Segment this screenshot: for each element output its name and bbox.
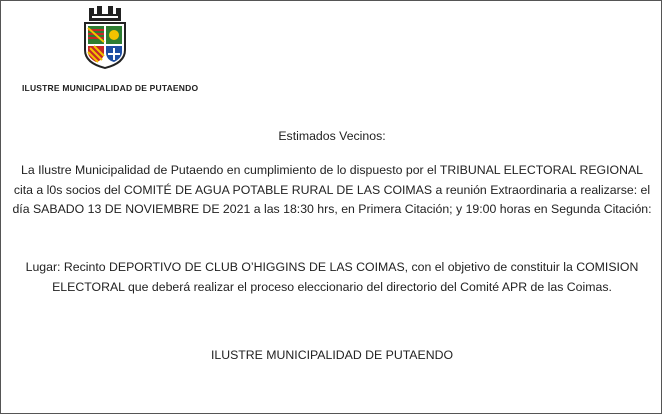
coat-of-arms-icon xyxy=(80,6,130,70)
greeting: Estimados Vecinos: xyxy=(278,129,386,143)
citation-paragraph: La Ilustre Municipalidad de Putaendo en cumplimiento de lo dispuesto por el TRIBUNAL ELECTORAL REGIONAL cita a l0s socios del COMITÉ DE AGUA POTABLE RURAL DE LAS COIMAS a reunión Extraordinaria a realizarse: el día SABADO 13 DE NOVIEMBRE DE 2021 a las 18:30 hrs, en Primera Citación; y 19:00 horas en Segunda Citación: xyxy=(12,163,652,216)
crown-icon xyxy=(89,6,121,21)
signature: ILUSTRE MUNICIPALIDAD DE PUTAENDO xyxy=(210,348,454,362)
location-paragraph: Lugar: Recinto DEPORTIVO DE CLUB O’HIGGINS DE LAS COIMAS, con el objetivo de constituir la COMISION ELECTORAL que deberá realizar el proceso eleccionario del directorio del Comité APR de las Coimas. xyxy=(25,260,639,294)
organization-header: ILUSTRE MUNICIPALIDAD DE PUTAENDO xyxy=(22,83,199,93)
